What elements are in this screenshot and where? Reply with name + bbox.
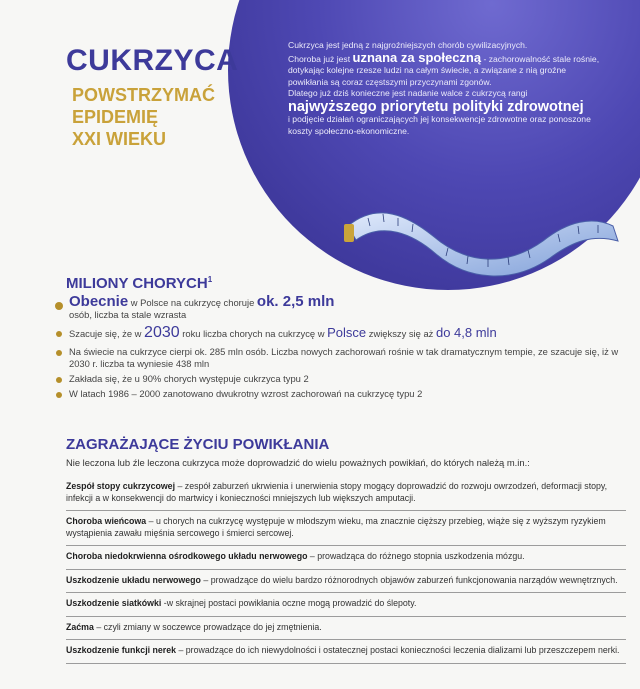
complication-item (66, 476, 626, 511)
measuring-tape-icon (338, 196, 628, 281)
list-item (55, 373, 630, 385)
complication-desc: -w skrajnej postaci powikłania oczne mogą prowadzić do ślepoty. (161, 598, 417, 608)
complication-item (66, 511, 626, 546)
complication-desc: – prowadzące do ich niewydolności i ostatecznej postaci konieczności leczenia dializami lub przeszczepem nerki. (176, 645, 620, 655)
list-item (55, 293, 630, 321)
complication-desc: – u chorych na cukrzycę występuje w młodszym wieku, ma znacznie cięższy przebieg, wiąże się z wyższym ryzykiem wystąpienia zawału mięśnia sercowego i śmierci sercowej. (66, 516, 606, 538)
bullet-text: Na świecie na cukrzyce cierpi ok. 285 mln osób. Liczba nowych zachorowań rośnie w tak dramatycznym tempie, ze szacuje się, iż w 2030 r. liczba ta wyniesie 438 mln (69, 346, 619, 369)
complication-name: Uszkodzenie siatkówki (66, 598, 162, 608)
complications-list (66, 476, 626, 664)
intro-highlight-2: najwyższego priorytetu polityki zdrowotnej (288, 98, 584, 115)
tape-end-clip (344, 224, 354, 242)
bullet-icon (56, 377, 62, 383)
complications-intro: Nie leczona lub źle leczona cukrzyca może doprowadzić do wielu poważnych powikłań, do których należą m.in.: (66, 457, 530, 468)
complication-name: Uszkodzenie funkcji nerek (66, 645, 176, 655)
complication-name: Zaćma (66, 621, 94, 632)
page-title: CUKRZYCA (66, 44, 239, 77)
complication-desc: – czyli zmiany w soczewce prowadzące do jej zmętnienia. (93, 621, 322, 632)
intro-text (288, 40, 603, 137)
page-subtitle (72, 84, 215, 150)
complication-desc: – zespół zaburzeń ukrwienia i unerwienia stopy mogący doprowadzić do rozwoju owrzodzeń, deformacji stopy, infekcji a w konsekwencji do martwicy i konieczności mniejszych lub większych amputacji. (66, 481, 608, 503)
subtitle-line: XXI WIEKU (72, 129, 167, 149)
list-item (55, 388, 630, 400)
intro-p1: Cukrzyca jest jedną z najgroźniejszych chorób cywilizacyjnych. (288, 40, 528, 50)
bullet-highlight: do 4,8 mln (435, 325, 497, 340)
section-title-millions (66, 275, 212, 292)
intro-p3 (288, 88, 603, 137)
bullet-text: w Polsce na cukrzycę choruje (130, 297, 255, 308)
complication-item (66, 617, 626, 641)
section1-title-text: MILIONY CHORYCH (66, 275, 208, 292)
bullet-icon (56, 392, 62, 398)
bullet-highlight: 2030 (144, 324, 180, 341)
bullet-text: zwiększy się aż (368, 328, 434, 339)
complication-desc: – prowadząca do różnego stopnia uszkodzenia mózgu. (307, 551, 525, 561)
bullet-text: roku liczba chorych na cukrzycę w (182, 328, 325, 339)
intro-highlight-1: uznana za społeczną (352, 49, 482, 65)
bullet-highlight: Obecnie (69, 293, 129, 310)
section-title-complications: ZAGRAŻAJĄCE ŻYCIU POWIKŁANIA (66, 436, 330, 453)
bullet-icon (56, 331, 62, 337)
intro-p3-post: i podjęcie działań ograniczających jej konsekwencje zdrowotne oraz ponoszone koszty społeczno-ekonomiczne. (288, 114, 591, 136)
millions-bullet-list (55, 293, 630, 403)
complication-item (66, 640, 626, 664)
complication-desc: – prowadzące do wielu bardzo różnorodnych objawów zaburzeń funkcjonowania narządów wewnętrznych. (200, 574, 618, 585)
complication-item (66, 570, 626, 594)
bullet-text: osób, liczba ta stale wzrasta (69, 309, 187, 320)
bullet-text: Szacuje się, że w (69, 328, 142, 339)
complication-name: Uszkodzenie układu nerwowego (66, 574, 201, 585)
list-item (55, 324, 630, 341)
complication-item (66, 546, 626, 570)
bullet-highlight: ok. 2,5 mln (256, 293, 335, 310)
intro-p2-pre: Choroba już jest (288, 53, 351, 64)
footnote-marker: 1 (207, 275, 213, 284)
bullet-icon (55, 302, 63, 310)
complication-name: Choroba wieńcowa (66, 516, 147, 526)
intro-p2-post: - zachorowalność stale rośnie, dotykając kolejne rzesze ludzi na całym świecie, a związane z nią groźne powikłania są coraz częstszymi przyczynami zgonów. (288, 53, 600, 87)
subtitle-line: EPIDEMIĘ (72, 107, 159, 127)
list-item (55, 346, 630, 370)
intro-p2 (288, 49, 603, 89)
complication-name: Choroba niedokrwienna ośrodkowego układu nerwowego (66, 551, 308, 561)
complication-name: Zespół stopy cukrzycowej (66, 481, 176, 491)
bullet-icon (56, 350, 62, 356)
bullet-text: Zakłada się, że u 90% chorych występuje cukrzyca typu 2 (69, 373, 309, 384)
intro-p3-pre: Dlatego już dziś konieczne jest nadanie walce z cukrzycą rangi (288, 88, 528, 98)
subtitle-line: POWSTRZYMAĆ (72, 85, 215, 105)
bullet-text: W latach 1986 – 2000 zanotowano dwukrotny wzrost zachorowań na cukrzycę typu 2 (69, 388, 423, 399)
complication-item (66, 593, 626, 617)
bullet-highlight: Polsce (327, 325, 367, 340)
